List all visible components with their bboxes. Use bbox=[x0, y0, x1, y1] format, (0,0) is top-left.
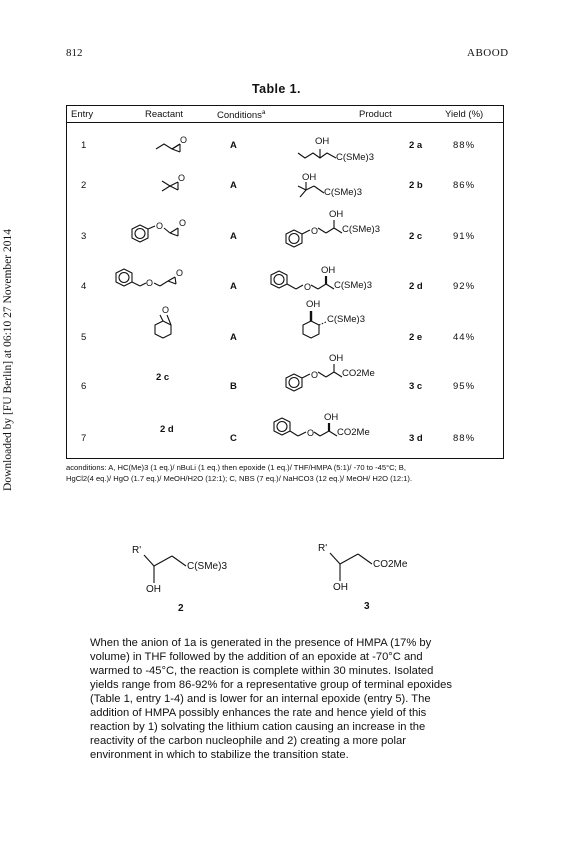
oh-label: OH bbox=[306, 299, 321, 310]
group-label: C(SMe)3 bbox=[334, 280, 373, 291]
group-label: CO2Me bbox=[342, 368, 375, 379]
header-conditions: Conditions$^a$ bbox=[217, 109, 266, 122]
yield-value: 91% bbox=[453, 231, 476, 242]
product-id: 3 c bbox=[409, 381, 423, 392]
group-label: CO2Me bbox=[337, 427, 370, 438]
structure-number: 2 bbox=[178, 603, 184, 614]
table-footnote: aconditions: A, HC(Me)3 (1 eq.)/ nBuLi (1 eq.) then epoxide (1 eq.)/ THF/HMPA (5:1)/ -70 to -45°C; B, HgCl2(4 eq.)/ HgO (1.7 eq.)/ MeOH/H2O (12:1); C, NBS (7 eq.)/ NaHCO3 (12 eq.)/ MeOH/ H2O (12:1). bbox=[66, 463, 413, 483]
structure-oh-label: OH bbox=[146, 584, 161, 595]
header-product: Product bbox=[359, 109, 392, 120]
reactant-ref: 2 c bbox=[156, 372, 170, 383]
yield-value: 95% bbox=[453, 381, 476, 392]
structure-r-label: R' bbox=[132, 545, 142, 556]
entry-number: 5 bbox=[81, 332, 87, 343]
oh-label: OH bbox=[302, 172, 317, 183]
entry-number: 2 bbox=[81, 180, 87, 191]
table-title: Table 1. bbox=[252, 82, 301, 96]
epoxide-5-structure bbox=[155, 315, 171, 338]
product-id: 2 d bbox=[409, 281, 423, 292]
header-reactant: Reactant bbox=[145, 109, 184, 120]
condition-code: A bbox=[230, 281, 237, 292]
ether-o-label: O bbox=[146, 278, 154, 288]
product-2b-structure bbox=[298, 182, 324, 197]
yield-value: 86% bbox=[453, 180, 476, 191]
condition-code: A bbox=[230, 140, 237, 151]
structure-number: 3 bbox=[364, 601, 370, 612]
epoxide-2-structure bbox=[162, 181, 178, 191]
epoxide-o-label: O bbox=[179, 218, 187, 228]
oh-label: OH bbox=[329, 353, 344, 364]
yield-value: 92% bbox=[453, 281, 476, 292]
oh-label: OH bbox=[324, 412, 339, 423]
body-paragraph: When the anion of 1a is generated in the presence of HMPA (17% by volume) in THF followed by the addition of an epoxide at -70°C and warmed to -45°C, the reaction is complete within 30 minutes. Isolated yields range from 86-92% for a representative group of terminal epoxides (Table 1, entry 1-4) and is lower for an internal epoxide (entry 5). The addition of HMPA possibly enhances the rate and hence yield of this reaction by 1) solvating the lithium cation causing an increase in the reactivity of the carbon nucleophile and 2) creating a more polar environment in which to stabilize the transition state. bbox=[90, 637, 452, 761]
download-side-note: Downloaded by [FU Berlin] at 06:10 27 November 2014 bbox=[2, 229, 14, 491]
ether-o-label: O bbox=[307, 428, 315, 438]
product-2e-structure bbox=[303, 311, 326, 338]
structure-3 bbox=[330, 553, 372, 581]
condition-code: B bbox=[230, 381, 237, 392]
ether-o-label: O bbox=[311, 226, 319, 236]
group-label: C(SMe)3 bbox=[342, 224, 381, 235]
group-label: C(SMe)3 bbox=[336, 152, 375, 163]
structure-group-label: C(SMe)3 bbox=[187, 561, 228, 572]
structure-group-label: CO2Me bbox=[373, 559, 408, 570]
ether-o-label: O bbox=[311, 370, 319, 380]
structure-oh-label: OH bbox=[333, 582, 348, 593]
group-label: C(SMe)3 bbox=[324, 187, 363, 198]
product-id: 2 b bbox=[409, 180, 423, 191]
structure-r-label: R' bbox=[318, 543, 328, 554]
entry-number: 4 bbox=[81, 281, 87, 292]
condition-code: C bbox=[230, 433, 237, 444]
structure-2 bbox=[144, 555, 186, 583]
page-number: 812 bbox=[66, 47, 83, 59]
running-head: ABOOD bbox=[467, 47, 509, 59]
entry-number: 1 bbox=[81, 140, 87, 151]
oh-label: OH bbox=[329, 209, 344, 220]
epoxide-o-label: O bbox=[180, 135, 188, 145]
product-id: 2 e bbox=[409, 332, 423, 343]
condition-code: A bbox=[230, 180, 237, 191]
product-id: 3 d bbox=[409, 433, 423, 444]
product-id: 2 c bbox=[409, 231, 423, 242]
oh-label: OH bbox=[315, 136, 330, 147]
yield-value: 88% bbox=[453, 140, 476, 151]
group-label: C(SMe)3 bbox=[327, 314, 366, 325]
condition-code: A bbox=[230, 231, 237, 242]
header-yield: Yield (%) bbox=[445, 109, 484, 120]
product-2a-structure bbox=[298, 149, 336, 158]
entry-number: 6 bbox=[81, 381, 87, 392]
header-entry: Entry bbox=[71, 109, 94, 120]
entry-number: 3 bbox=[81, 231, 87, 242]
reactant-3-structure bbox=[132, 225, 178, 242]
epoxide-1-structure bbox=[156, 144, 180, 152]
ether-o-label: O bbox=[304, 282, 312, 292]
oh-label: OH bbox=[321, 265, 336, 276]
ether-o-label: O bbox=[156, 221, 164, 231]
yield-value: 44% bbox=[453, 332, 476, 343]
product-id: 2 a bbox=[409, 140, 423, 151]
yield-value: 88% bbox=[453, 433, 476, 444]
reactant-ref: 2 d bbox=[160, 424, 174, 435]
epoxide-o-label: O bbox=[176, 268, 184, 278]
epoxide-o-label: O bbox=[162, 305, 170, 315]
entry-number: 7 bbox=[81, 433, 87, 444]
condition-code: A bbox=[230, 332, 237, 343]
epoxide-o-label: O bbox=[178, 173, 186, 183]
